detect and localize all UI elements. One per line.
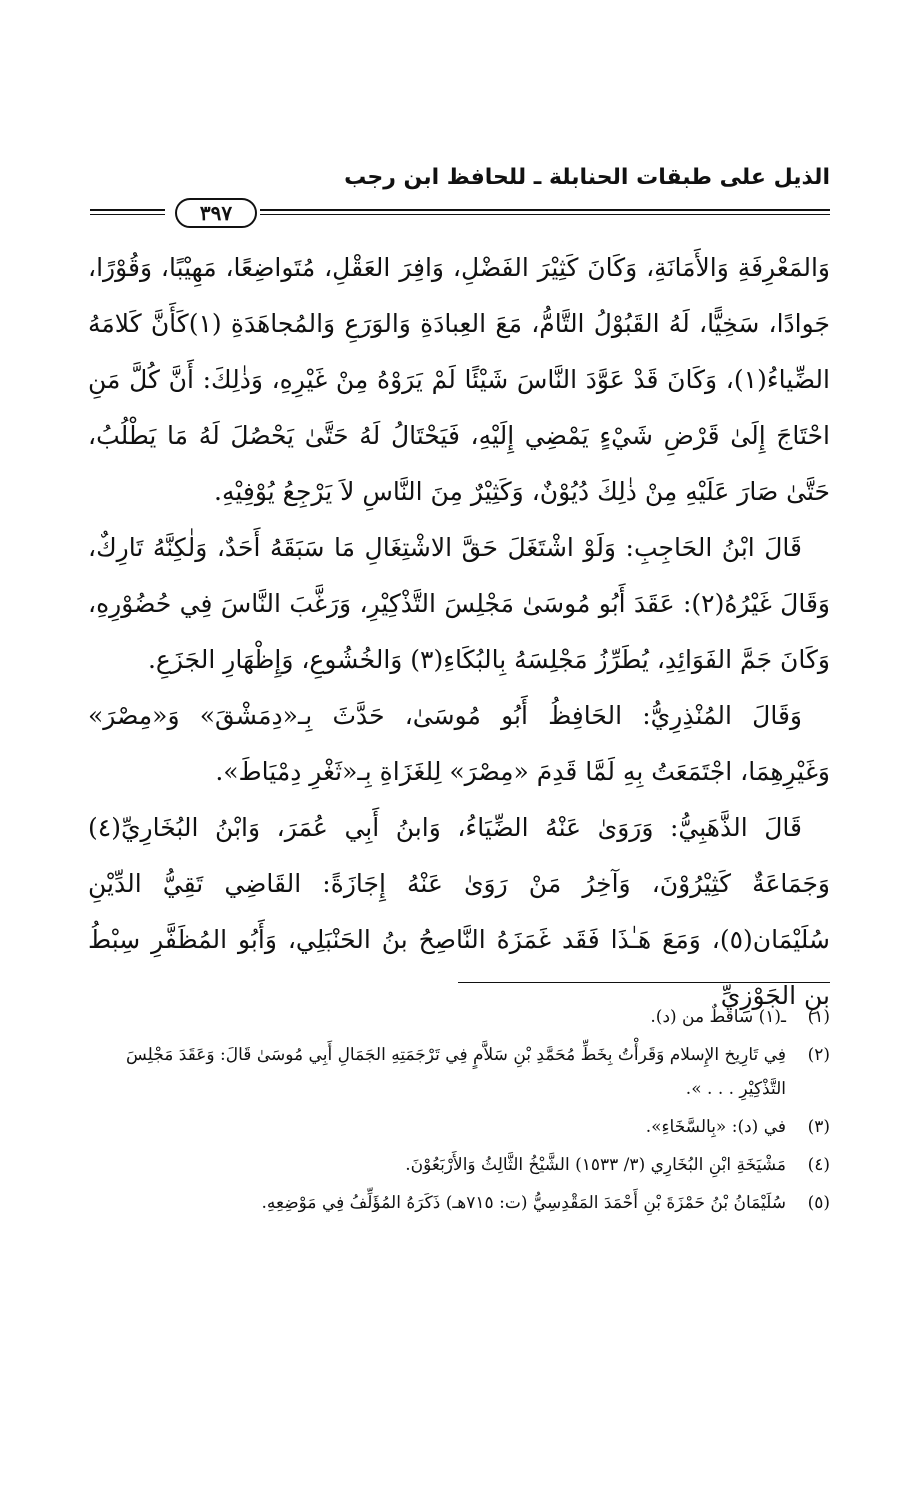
paragraph-4: قَالَ الذَّهَبِيُّ: وَرَوَىٰ عَنْهُ الضِّيَاءُ، وَابنُ أَبِي عُمَرَ، وَابْنُ البُخَارِيِّ(٤) وَجَمَاعَةٌ كَثِيْرُوْنَ، وَآخِرُ مَنْ رَوَىٰ عَنْهُ إِجَازَةً: القَاضِي تَقِيُّ الدِّيْنِ سُلَيْمَان(٥)، وَمَعَ هَـٰذَا فَقَد غَمَزَهُ النَّاصِحُ بنُ الحَنْبَلِي، وَأَبُو المُظَفَّرِ سِبْطُ بنِ الجَوْزِيِّ (88, 813, 830, 1010)
running-title: الذيل على طبقات الحنابلة ـ للحافظ ابن رجب (344, 165, 830, 190)
paragraph-2: قَالَ ابْنُ الحَاجِبِ: وَلَوْ اشْتَغَلَ حَقَّ الاشْتِغَالِ مَا سَبَقَهُ أَحَدٌ، وَلٰكِنَّهُ تَارِكٌ، وَقَالَ غَيْرُهُ(٢): عَقَدَ أَبُو مُوسَىٰ مَجْلِسَ التَّذْكِيْرِ، وَرَغَّبَ النَّاسَ فِي حُضُوْرِهِ، وَكَانَ جَمَّ الفَوَائِدِ، يُطَرِّزُ مَجْلِسَهُ بِالبُكَاءِ(٣) وَالخُشُوعِ، وَإِظْهَارِ الجَزَعِ. (88, 533, 830, 674)
paragraph-3: وَقَالَ المُنْذِرِيُّ: الحَافِظُ أَبُو مُوسَىٰ، حَدَّثَ بِـ«دِمَشْقَ» وَ«مِصْرَ» وَغَيْرِهِمَا، اجْتَمَعَتُ بِهِ لَمَّا قَدِمَ «مِصْرَ» لِلغَزَاةِ بِـ«ثَغْرِ دِمْيَاطَ». (88, 701, 830, 786)
header-rule-right (260, 209, 830, 215)
footnote-number: (١) (807, 1007, 830, 1027)
footnote (88, 1148, 830, 1182)
page-number: ٣٩٧ (175, 198, 257, 228)
footnote (88, 1186, 830, 1220)
paragraph-1: وَالمَعْرِفَةِ وَالأَمَانَةِ، وَكَانَ كَثِيْرَ الفَضْلِ، وَافِرَ العَقْلِ، مُتَواضِعًا، مَهِيْبًا، وَقُوْرًا، جَوادًا، سَخِيًّا، لَهُ القَبُوْلُ التَّامُّ، مَعَ العِبادَةِ وَالوَرَعِ وَالمُجاهَدَةِ (١)كَأَنَّ كَلامَهُ الضِّياءُ(١)، وَكَانَ قَدْ عَوَّدَ النَّاسَ شَيْئًا لَمْ يَرَوْهُ مِنْ غَيْرِهِ، وَذٰلِكَ: أَنَّ كُلَّ مَنِ احْتَاجَ إِلَىٰ قَرْضِ شَيْءٍ يَمْضِي إِلَيْهِ، فَيَحْتَالُ لَهُ حَتَّىٰ يَحْصُلَ لَهُ مَا يَطْلُبُ، حَتَّىٰ صَارَ عَلَيْهِ مِنْ ذٰلِكَ دُيُوْنٌ، وَكَثِيْرٌ مِنَ النَّاسِ لاَ يَرْجِعُ يُوْفِيْهِ. (88, 253, 830, 506)
footnote-separator (458, 982, 830, 983)
footnote-number: (٥) (807, 1193, 830, 1213)
footnote (88, 1000, 830, 1034)
footnote-text: في (د): «بِالسَّخَاءِ». (645, 1117, 786, 1137)
footnote (88, 1038, 830, 1106)
main-text (88, 240, 830, 1024)
footnote-text: مَشْيَخَةِ ابْنِ البُخَارِي (٣/ ١٥٣٣) الشَّيْخُ الثَّالِثُ وَالأَرْبَعُوْنَ. (405, 1155, 786, 1175)
footnotes (88, 1000, 830, 1224)
footnote-text: فِي تَارِيخ الإِسلام وَقَرأْتُ بِخَطِّ مُحَمَّدِ بْنِ سَلاَّمٍ فِي تَرْجَمَتِهِ الجَمَالِ أَبِي مُوسَىٰ قَالَ: وَعَقَدَ مَجْلِسَ التَّذْكِيْرِ . . . ». (125, 1045, 786, 1099)
footnote (88, 1110, 830, 1144)
header-rule (90, 198, 830, 228)
footnote-number: (٢) (807, 1045, 830, 1065)
page-header (90, 158, 830, 228)
footnote-text: سُلَيْمَانُ بْنُ حَمْزَةَ بْنِ أَحْمَدَ المَقْدِسِيُّ (ت: ٧١٥هـ) ذَكَرَهُ المُؤَلِّفُ فِي مَوْضِعِهِ. (261, 1193, 786, 1213)
footnote-text: ـ(١) ساقطٌ من (د). (650, 1007, 786, 1027)
footnote-number: (٣) (807, 1117, 830, 1137)
header-rule-left (90, 209, 165, 215)
footnote-number: (٤) (807, 1155, 830, 1175)
